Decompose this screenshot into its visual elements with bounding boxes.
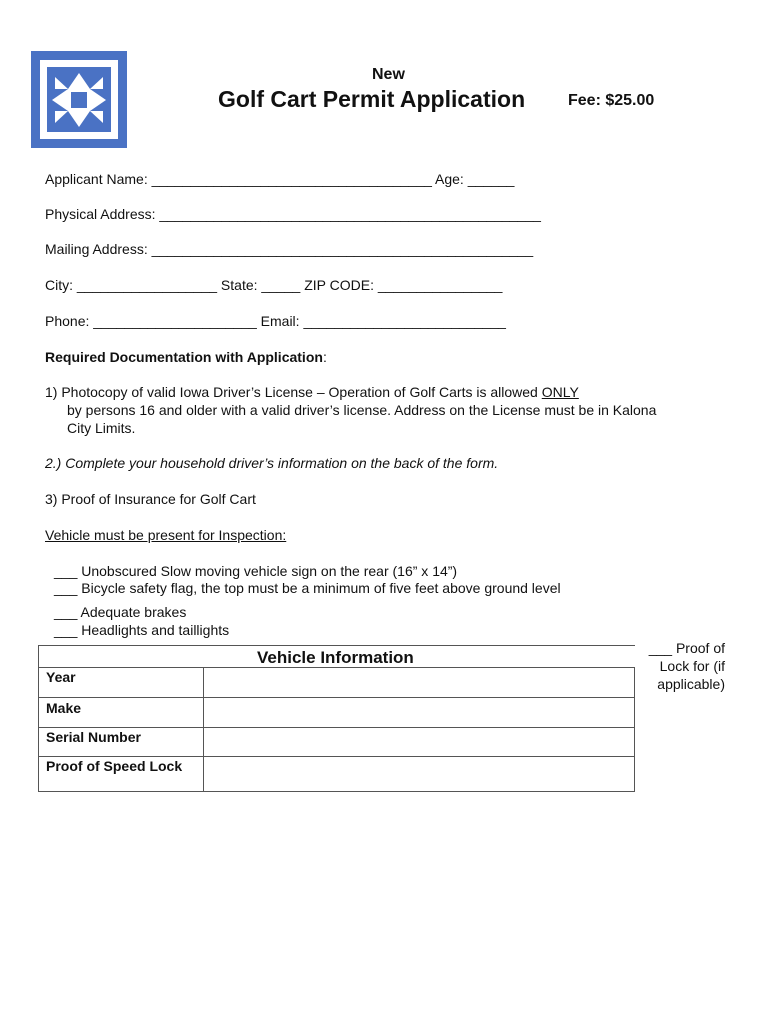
required-docs-heading-text: Required Documentation with Application (45, 349, 323, 365)
applicant-name-field[interactable]: Applicant Name: ____________________________________ Age: ______ (45, 171, 515, 187)
requirement-item-2: 2.) Complete your household driver’s information on the back of the form. (45, 455, 499, 471)
vehicle-row-label-year: Year (46, 669, 76, 685)
physical-address-field[interactable]: Physical Address: _________________________________________________ (45, 206, 541, 222)
phone-email-field[interactable]: Phone: _____________________ Email: __________________________ (45, 313, 506, 329)
inspection-item-lights[interactable]: ___ Headlights and taillights (54, 622, 230, 638)
requirement-item-1-text: 1) Photocopy of valid Iowa Driver’s License – Operation of Golf Carts is allowed (45, 384, 542, 400)
required-docs-heading-colon: : (322, 349, 327, 365)
vehicle-speed-lock-input[interactable] (204, 757, 634, 790)
proof-of-lock-note[interactable]: ___ Proof of Lock for (if applicable) (648, 640, 725, 692)
vehicle-row-label-make: Make (46, 700, 82, 716)
vehicle-make-input[interactable] (204, 698, 634, 727)
inspection-item-brakes[interactable]: ___ Adequate brakes (54, 604, 187, 620)
requirement-item-1-emphasis: ONLY (541, 384, 579, 400)
quilt-star-logo (31, 51, 127, 148)
vehicle-row-label-speed-lock: Proof of Speed Lock (46, 758, 183, 774)
vehicle-information-table (38, 645, 635, 792)
required-docs-heading (45, 349, 327, 365)
vehicle-row-label-serial: Serial Number (46, 729, 141, 745)
mailing-address-field[interactable]: Mailing Address: _________________________________________________ (45, 241, 534, 257)
requirement-item-1-line2: by persons 16 and older with a valid driver’s license. Address on the License must be in Kalona (67, 402, 657, 418)
fee-label: Fee: $25.00 (568, 92, 655, 109)
vehicle-year-input[interactable] (204, 668, 634, 697)
requirement-item-3: 3) Proof of Insurance for Golf Cart (45, 491, 256, 507)
page-title: Golf Cart Permit Application (218, 86, 526, 112)
city-state-zip-field[interactable]: City: __________________ State: _____ ZIP CODE: ________________ (45, 277, 503, 293)
inspection-heading: Vehicle must be present for Inspection: (45, 527, 287, 543)
requirement-item-1 (45, 384, 579, 400)
inspection-item-flag[interactable]: ___ Bicycle safety flag, the top must be a minimum of five feet above ground level (54, 580, 561, 596)
form-subtitle-new: New (372, 66, 405, 83)
vehicle-information-title: Vehicle Information (257, 648, 414, 667)
vehicle-serial-input[interactable] (204, 728, 634, 756)
inspection-item-sign[interactable]: ___ Unobscured Slow moving vehicle sign on the rear (16” x 14”) (54, 563, 458, 579)
requirement-item-1-line3: City Limits. (67, 420, 136, 436)
